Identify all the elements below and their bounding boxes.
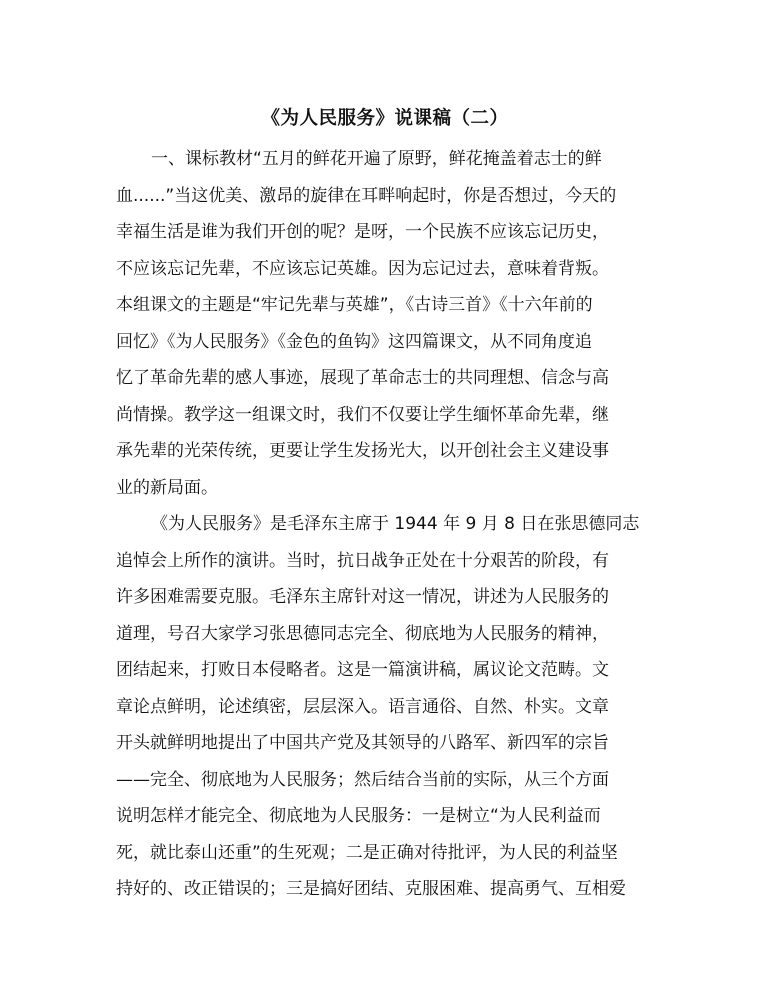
text-line: 血......”当这优美、激昂的旋律在耳畔响起时，你是否想过，今天的 [116, 185, 617, 206]
text-line: 忆了革命先辈的感人事迹，展现了革命志士的共同理想、信念与高 [116, 368, 609, 388]
text-line: 说明怎样才能完全、彻底地为人民服务：一是树立“为人民利益而 [116, 806, 601, 826]
text-line: ——完全、彻底地为人民服务；然后结合当前的实际，从三个方面 [116, 769, 609, 790]
text-line: 章论点鲜明，论述缜密，层层深入。语言通俗、自然、朴实。文章 [116, 696, 609, 717]
text-line: 持好的、改正错误的；三是搞好团结、克服困难、提高勇气、互相爱 [116, 879, 626, 899]
text-line: 回忆》《为人民服务》《金色的鱼钩》这四篇课文，从不同角度追 [116, 331, 592, 352]
text-line: 许多困难需要克服。毛泽东主席针对这一情况，讲述为人民服务的 [116, 587, 609, 607]
document-title: 《为人民服务》说课稿（二） [261, 108, 509, 129]
text-line: 承先辈的光荣传统，更要让学生发扬光大，以开创社会主义建设事 [116, 441, 609, 461]
text-line: 尚情操。教学这一组课文时，我们不仅要让学生缅怀革命先辈，继 [116, 404, 609, 425]
text-line: 追悼会上所作的演讲。当时，抗日战争正处在十分艰苦的阶段，有 [116, 550, 609, 571]
text-line: 死，就比泰山还重”的生死观；二是正确对待批评，为人民的利益坚 [116, 842, 618, 863]
text-line: 开头就鲜明地提出了中国共产党及其领导的八路军、新四军的宗旨 [116, 733, 609, 753]
document-body [116, 146, 662, 913]
text-line: 一、课标教材“五月的鲜花开遍了原野，鲜花掩盖着志士的鲜 [151, 149, 602, 169]
text-line: 不应该忘记先辈，不应该忘记英雄。因为忘记过去，意味着背叛。 [116, 258, 609, 279]
text-line: 《为人民服务》是毛泽东主席于 1944 年 9 月 8 日在张思德同志 [151, 514, 640, 534]
text-line: 业的新局面。 [116, 477, 218, 498]
text-line: 本组课文的主题是“牢记先辈与英雄”，《古诗三首》《十六年前的 [116, 295, 593, 315]
text-line: 团结起来，打败日本侵略者。这是一篇演讲稿，属议论文范畴。文 [116, 660, 609, 680]
text-line: 幸福生活是谁为我们开创的呢？是呀，一个民族不应该忘记历史， [116, 222, 609, 242]
text-line: 道理，号召大家学习张思德同志完全、彻底地为人民服务的精神， [116, 623, 609, 644]
